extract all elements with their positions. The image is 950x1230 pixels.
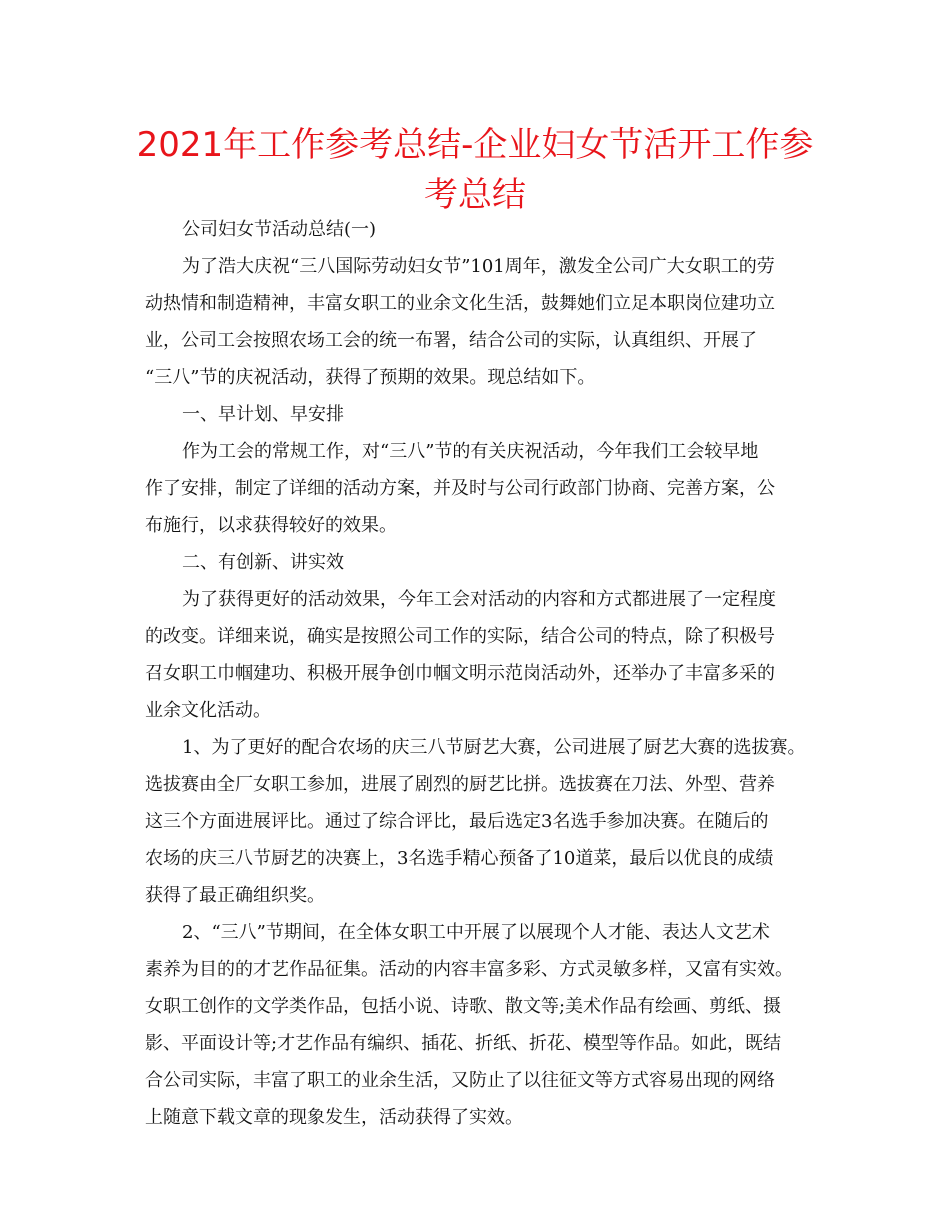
paragraph-line: 为了浩大庆祝“三八国际劳动妇女节”101周年，激发全公司广大女职工的劳 <box>182 256 775 277</box>
paragraph-line: 素养为目的的才艺作品征集。活动的内容丰富多彩、方式灵敏多样，又富有实效。 <box>145 959 793 980</box>
paragraph-line: 上随意下载文章的现象发生，活动获得了实效。 <box>145 1107 523 1128</box>
document-title: 2021年工作参考总结-企业妇女节活开工作参考总结 <box>136 125 814 215</box>
section-heading: 一、早计划、早安排 <box>182 404 344 425</box>
paragraph-line: 召女职工巾帼建功、积极开展争创巾帼文明示范岗活动外，还举办了丰富多采的 <box>145 663 775 684</box>
paragraph-line: 这三个方面进展评比。通过了综合评比，最后选定3名选手参加决赛。在随后的 <box>145 811 769 832</box>
section-heading: 公司妇女节活动总结(一) <box>182 219 377 240</box>
paragraph-line: 作了安排，制定了详细的活动方案，并及时与公司行政部门协商、完善方案，公 <box>145 478 775 499</box>
paragraph-line: 为了获得更好的活动效果，今年工会对活动的内容和方式都进展了一定程度 <box>182 589 776 610</box>
paragraph-line: 业，公司工会按照农场工会的统一布署，结合公司的实际，认真组织、开展了 <box>145 330 757 351</box>
paragraph-line: 作为工会的常规工作，对“三八”节的有关庆祝活动，今年我们工会较早地 <box>182 441 759 462</box>
paragraph-line: “三八”节的庆祝活动，获得了预期的效果。现总结如下。 <box>145 367 596 388</box>
paragraph-line: 农场的庆三八节厨艺的决赛上，3名选手精心预备了10道菜，最后以优良的成绩 <box>145 848 774 869</box>
paragraph-line: 业余文化活动。 <box>145 700 271 721</box>
paragraph-line: 获得了最正确组织奖。 <box>145 885 325 906</box>
paragraph-line: 的改变。详细来说，确实是按照公司工作的实际，结合公司的特点，除了积极号 <box>145 626 775 647</box>
section-heading: 二、有创新、讲实效 <box>182 552 344 573</box>
paragraph-line: 选拔赛由全厂女职工参加，进展了剧烈的厨艺比拼。选拔赛在刀法、外型、营养 <box>145 774 775 795</box>
paragraph-line: 1、为了更好的配合农场的庆三八节厨艺大赛，公司进展了厨艺大赛的选拔赛。 <box>182 737 806 758</box>
paragraph-line: 女职工创作的文学类作品，包括小说、诗歌、散文等;美术作品有绘画、剪纸、摄 <box>145 996 782 1017</box>
paragraph-line: 影、平面设计等;才艺作品有编织、插花、折纸、折花、模型等作品。如此，既结 <box>145 1033 782 1054</box>
paragraph-line: 2、“三八”节期间，在全体女职工中开展了以展现个人才能、表达人文艺术 <box>182 922 770 943</box>
paragraph-line: 合公司实际，丰富了职工的业余生活，又防止了以往征文等方式容易出现的网络 <box>145 1070 775 1091</box>
paragraph-line: 布施行，以求获得较好的效果。 <box>145 515 397 536</box>
paragraph-line: 动热情和制造精神，丰富女职工的业余文化生活，鼓舞她们立足本职岗位建功立 <box>145 293 775 314</box>
